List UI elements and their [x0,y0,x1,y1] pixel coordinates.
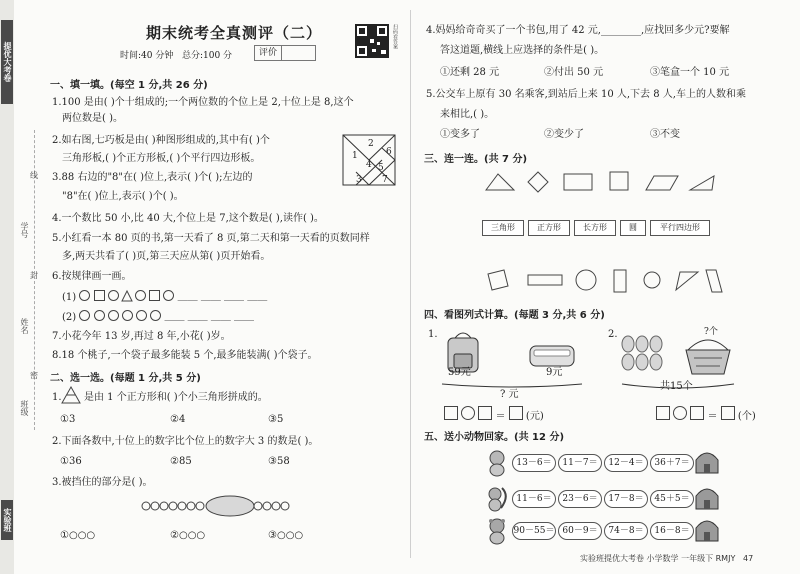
eq-oval-4[interactable]: 36＋7＝ [650,454,694,472]
circle-shape [163,290,174,301]
operator-circle[interactable] [673,406,687,420]
r-q5-option-3[interactable]: ③不变 [650,129,680,140]
triangle-shape [122,291,132,301]
unit-yuan: (元) [525,411,544,422]
q2-line-2: 三角形板,( )个正方形板,( )个平行四边形板。 [62,153,261,164]
picture-1-number: 1. [428,329,438,340]
bear-icon [486,518,508,544]
tangram-label-7: 7 [382,175,388,185]
q5-line-1: 5.小红看一本 80 页的书,第一天看了 8 页,第二天和第一天看的页数同样 [52,233,370,244]
face-icon [108,310,119,321]
r-q5-line-1: 5.公交车上原有 30 名乘客,到站后上来 10 人,下去 8 人,车上的人数和乘 [426,89,746,100]
c3-option-3[interactable]: ③○○○ [268,530,304,541]
brand-logo-bottom: 实验班 [1,500,13,540]
house-icon[interactable] [694,482,720,510]
house-icon[interactable] [694,514,720,542]
equation-2: ＝ (个) [656,406,756,423]
q6-pattern-1: (1) ＿＿ ＿＿ ＿＿ ＿＿ [62,292,268,303]
tag-triangle[interactable]: 三角形 [482,220,524,236]
tangram-label-5: 5 [378,163,384,173]
tag-rectangle[interactable]: 长方形 [574,220,616,236]
circle-shape [135,290,146,301]
time-label: 时间:40 分钟 [120,51,174,61]
pencil-case-icon [530,346,574,366]
q6: 6.按规律画一画。 [52,271,132,282]
r-q5-line-2: 来相比,( )。 [440,109,495,120]
section-4-heading: 四、看图列式计算。(每题 3 分,共 6 分) [424,310,605,321]
eggs-icon [622,336,662,370]
r-q4-option-1[interactable]: ①还剩 28 元 [440,67,500,78]
name-label: 姓名 [20,318,29,334]
eq-oval-12[interactable]: 16－8＝ [650,522,694,540]
answer-box[interactable] [478,406,492,420]
tag-parallelogram[interactable]: 平行四边形 [650,220,710,236]
id-label: 学号 [20,222,29,238]
c2-option-3[interactable]: ③58 [268,456,290,467]
face-icon [136,310,147,321]
c1-option-2[interactable]: ②4 [170,414,186,425]
q7: 7.小花今年 13 岁,再过 8 年,小花( )岁。 [52,331,231,342]
r-q5-option-2[interactable]: ②变少了 [544,129,584,140]
total-unknown: ? 元 [500,389,519,400]
section-5-heading: 五、送小动物回家。(共 12 分) [424,432,565,443]
qr-caption: 扫码看答案 [392,24,398,49]
square-shape [94,290,105,301]
basket-icon [686,340,730,374]
tangram-label-1: 1 [352,151,358,161]
c1-option-1[interactable]: ①3 [60,414,76,425]
face-icon [122,310,133,321]
page-number: 47 [742,554,754,563]
triangle-square-figure [62,386,80,404]
page-footer [580,553,753,564]
section-1-heading: 一、填一填。(每空 1 分,共 26 分) [50,80,208,91]
c3-option-1[interactable]: ①○○○ [60,530,96,541]
q6-pattern-2: (2) ＿＿ ＿＿ ＿＿ ＿＿ [62,312,255,323]
c3-option-2[interactable]: ②○○○ [170,530,206,541]
qr-pattern [355,24,389,58]
circle-shape [79,290,90,301]
equation-1: ＝ (元) [444,406,544,423]
r-q5-option-1[interactable]: ①变多了 [440,129,480,140]
eq-oval-2[interactable]: 11－7＝ [558,454,602,472]
tangram-label-3: 3 [356,175,362,185]
rating-label: 评价 [255,46,282,60]
q4: 4.一个数比 50 小,比 40 大,个位上是 7,这个数是( ),读作( )。 [52,213,324,224]
face-icon [150,310,161,321]
tangram-label-4: 4 [366,160,372,170]
column-divider [410,10,411,558]
q6-pattern-1-label: (1) [62,292,77,303]
q3-line-2: "8"在( )位上,表示( )个( )。 [62,191,184,202]
answer-box[interactable] [656,406,670,420]
eq-oval-1[interactable]: 13－6＝ [512,454,556,472]
section-2-heading: 二、选一选。(每题 1 分,共 5 分) [50,373,201,384]
total-15: 共15个 [660,381,693,392]
exam-meta [120,48,232,61]
class-label: 班级 [20,400,29,416]
r-q4-line-2: 答这道题,横线上应选择的条件是( )。 [440,45,605,56]
eq-oval-5[interactable]: 11－6＝ [512,490,556,508]
brand-logo: 提优大考卷 [1,20,13,104]
picture-2-number: 2. [608,329,618,340]
q6-pattern-2-label: (2) [62,312,77,323]
bead-string [140,492,300,520]
c2-option-2[interactable]: ②85 [170,456,192,467]
q1-line-2: 两位数是( )。 [62,113,123,124]
squirrel-icon [486,486,508,512]
q3-line-1: 3.88 右边的"8"在( )位上,表示( )个( );左边的 [52,172,253,183]
circle-shape [108,290,119,301]
mark-line: 线 [30,171,38,180]
face-icon [79,310,90,321]
face-icon [94,310,105,321]
qr-code-icon[interactable] [355,24,389,58]
answer-box[interactable] [444,406,458,420]
answer-box[interactable] [721,406,735,420]
shapes-bottom-row [486,268,726,296]
answer-box[interactable] [509,406,523,420]
rating-box[interactable] [254,45,316,61]
eq-oval-10[interactable]: 60－9＝ [558,522,602,540]
answer-box[interactable] [690,406,704,420]
eq-oval-7[interactable]: 17－8＝ [604,490,648,508]
r-q4-option-3[interactable]: ③笔盒一个 10 元 [650,67,730,78]
q8: 8.18 个桃子,一个袋子最多能装 5 个,最多能装满( )个袋子。 [52,350,318,361]
tag-circle[interactable]: 圆 [620,220,646,236]
operator-circle[interactable] [461,406,475,420]
shapes-top-row [486,170,726,194]
footer-text: 实验班提优大考卷 小学数学 一年级下 RMJY [580,554,736,563]
section-3-heading: 三、连一连。(共 7 分) [424,154,528,165]
price-backpack: 59元 [448,367,471,378]
mark-close: 密 [30,371,38,380]
square-shape [149,290,160,301]
house-icon[interactable] [694,446,720,474]
r-q4-line-1: 4.妈妈给奇奇买了一个书包,用了 42 元,________,应找回多少元?要解 [426,25,730,36]
eq-oval-11[interactable]: 74－8＝ [604,522,648,540]
c1-option-3[interactable]: ③5 [268,414,284,425]
page-title: 期末统考全真测评（二） [146,24,323,42]
tag-square[interactable]: 正方形 [528,220,570,236]
mark-seal: 封 [30,271,38,280]
q5-line-2: 多,两天共看了( )页,第三天应从第( )页开始看。 [62,251,271,262]
basket-unknown: ?个 [704,327,718,337]
price-case: 9元 [546,367,563,378]
c2-option-1[interactable]: ①36 [60,456,82,467]
unit-ge: (个) [737,411,756,422]
eq-oval-8[interactable]: 45＋5＝ [650,490,694,508]
score-label: 总分:100 分 [181,51,233,61]
eq-oval-6[interactable]: 23－6＝ [558,490,602,508]
monkey-icon [486,450,508,476]
q1-line-1: 1.100 是由( )个十组成的;一个两位数的个位上是 2,十位上是 8,这个 [52,97,354,108]
c3: 3.被挡住的部分是( )。 [52,477,153,488]
eq-oval-9[interactable]: 90－55＝ [512,522,556,540]
tangram-label-2: 2 [368,139,374,149]
eq-oval-3[interactable]: 12－4＝ [604,454,648,472]
c1-number: 1. [52,392,62,403]
tangram-label-6: 6 [386,147,392,157]
c2: 2.下面各数中,十位上的数字比个位上的数字大 3 的数是( )。 [52,436,319,447]
q2-line-1: 2.如右图,七巧板是由( )种图形组成的,其中有( )个 [52,135,270,146]
c1: 是由 1 个正方形和( )个小三角形拼成的。 [84,392,268,403]
r-q4-option-2[interactable]: ②付出 50 元 [544,67,604,78]
cloud-cover [206,496,254,516]
